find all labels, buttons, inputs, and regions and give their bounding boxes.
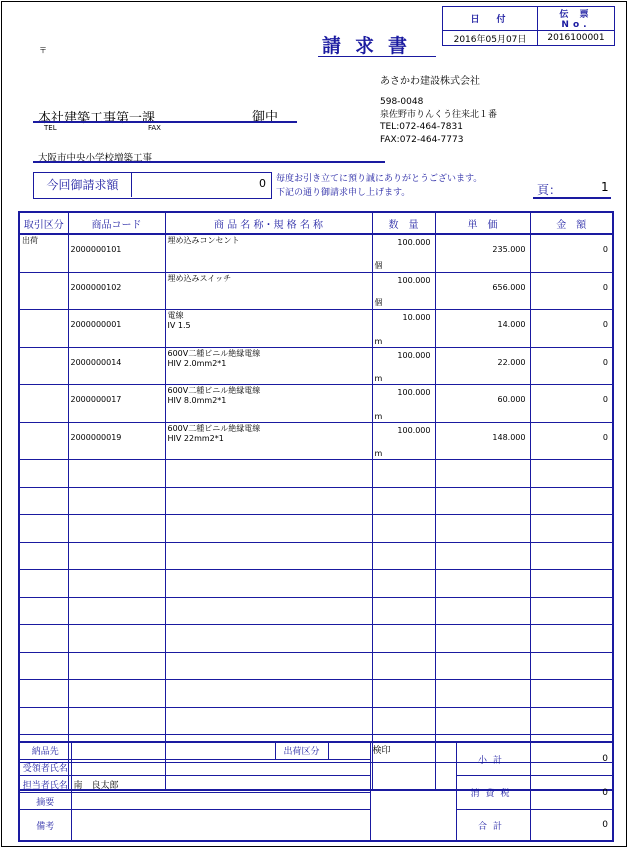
empty-cell <box>165 487 372 515</box>
empty-cell <box>19 570 68 598</box>
document-title: 請求書 <box>322 35 422 57</box>
staff-label: 担当者氏名 <box>19 776 71 793</box>
empty-cell <box>68 625 165 653</box>
empty-cell <box>530 570 613 598</box>
cell-price: 60.000 <box>435 385 530 423</box>
items-body <box>19 234 613 790</box>
cell-name <box>165 234 372 272</box>
date-slip-table <box>442 6 615 46</box>
empty-cell <box>165 680 372 708</box>
postal-mark: 〒 <box>39 46 47 55</box>
cell-name <box>165 422 372 460</box>
empty-cell <box>372 515 435 543</box>
cell-name <box>165 385 372 423</box>
receiver-value <box>71 759 370 775</box>
footer-table <box>18 741 614 842</box>
empty-cell <box>19 487 68 515</box>
cell-price: 656.000 <box>435 272 530 310</box>
empty-cell <box>530 597 613 625</box>
receiver-label: 受領者氏名 <box>19 759 71 775</box>
cell-qty-value: 100.000 <box>397 388 431 397</box>
empty-cell <box>530 460 613 488</box>
col-header-price: 単 価 <box>435 212 530 234</box>
cell-name <box>165 272 372 310</box>
empty-cell <box>19 460 68 488</box>
cell-unit: m <box>374 449 383 458</box>
empty-cell <box>19 515 68 543</box>
empty-cell <box>68 680 165 708</box>
empty-cell <box>68 652 165 680</box>
customer-underline <box>33 121 297 123</box>
stamp-cell <box>370 742 456 841</box>
empty-cell <box>165 460 372 488</box>
cell-name-line2: HIV 2.0mm2*1 <box>167 358 227 368</box>
remarks-label: 備考 <box>19 810 71 842</box>
cell-qty <box>372 422 435 460</box>
col-header-qty: 数 量 <box>372 212 435 234</box>
slip-value: 2016100001 <box>538 31 615 46</box>
table-row <box>19 347 613 385</box>
cell-price: 148.000 <box>435 422 530 460</box>
issuer-address-block <box>380 96 497 146</box>
empty-cell <box>68 515 165 543</box>
empty-cell <box>530 625 613 653</box>
empty-cell <box>435 652 530 680</box>
project-underline <box>33 161 385 163</box>
cell-qty <box>372 347 435 385</box>
cell-unit: m <box>374 374 383 383</box>
empty-cell <box>435 625 530 653</box>
issuer-company: あさかわ建設株式会社 <box>380 76 480 87</box>
empty-cell <box>530 680 613 708</box>
cell-name-line1: 600V二種ビニル絶縁電線 <box>167 386 261 395</box>
cell-code: 2000000001 <box>68 310 165 348</box>
cell-price: 22.000 <box>435 347 530 385</box>
empty-cell <box>372 487 435 515</box>
cell-qty-value: 100.000 <box>397 275 431 285</box>
empty-cell <box>435 707 530 735</box>
empty-cell <box>19 680 68 708</box>
table-row <box>19 385 613 423</box>
slip-label: 伝 票 No. <box>538 7 615 31</box>
empty-cell <box>530 652 613 680</box>
cell-price: 235.000 <box>435 234 530 272</box>
subtotal-value: 0 <box>530 742 613 776</box>
grand-total-label: 合計 <box>456 810 530 842</box>
empty-cell <box>19 597 68 625</box>
empty-cell <box>165 542 372 570</box>
cell-division <box>19 347 68 385</box>
cell-qty-value: 100.000 <box>397 238 431 247</box>
empty-cell <box>530 542 613 570</box>
col-header-name: 商 品 名 称・規 格 名 称 <box>165 212 372 234</box>
empty-cell <box>372 652 435 680</box>
cell-qty <box>372 385 435 423</box>
invoice-total-box <box>33 172 272 199</box>
greeting-line-1: 毎度お引き立てに預り誠にありがとうございます。 <box>276 174 483 184</box>
cell-price: 14.000 <box>435 310 530 348</box>
empty-cell <box>165 707 372 735</box>
empty-row <box>19 460 613 488</box>
empty-row <box>19 680 613 708</box>
cell-division <box>19 422 68 460</box>
empty-cell <box>372 570 435 598</box>
empty-cell <box>435 460 530 488</box>
empty-cell <box>372 625 435 653</box>
cell-name-line2: HIV 22mm2*1 <box>167 433 224 443</box>
empty-cell <box>435 515 530 543</box>
date-label: 日 付 <box>443 7 538 31</box>
table-row <box>19 272 613 310</box>
empty-cell <box>530 515 613 543</box>
empty-cell <box>19 707 68 735</box>
cell-amount: 0 <box>530 310 613 348</box>
issuer-tel: TEL:072-464-7831 <box>380 122 463 132</box>
customer-fax-label: FAX <box>148 124 161 132</box>
empty-cell <box>19 652 68 680</box>
empty-cell <box>372 460 435 488</box>
shipping-value <box>328 742 370 759</box>
empty-cell <box>165 652 372 680</box>
cell-unit: m <box>374 336 383 346</box>
empty-cell <box>372 597 435 625</box>
remarks-value <box>71 810 370 842</box>
table-row <box>19 422 613 460</box>
empty-cell <box>19 625 68 653</box>
tax-value: 0 <box>530 776 613 810</box>
empty-row <box>19 625 613 653</box>
empty-cell <box>165 597 372 625</box>
empty-cell <box>68 707 165 735</box>
invoice-total-label: 今回御請求額 <box>34 173 132 197</box>
empty-row <box>19 487 613 515</box>
empty-cell <box>68 542 165 570</box>
shipping-label: 出荷区分 <box>275 742 328 759</box>
empty-row <box>19 652 613 680</box>
cell-amount: 0 <box>530 234 613 272</box>
empty-row <box>19 515 613 543</box>
cell-amount: 0 <box>530 385 613 423</box>
cell-division <box>19 385 68 423</box>
cell-amount: 0 <box>530 422 613 460</box>
project-name: 大阪市中央小学校増築工事 <box>38 153 153 164</box>
greeting-line-2: 下記の通り御請求申し上げます。 <box>276 188 411 198</box>
cell-qty <box>372 310 435 348</box>
table-row <box>19 234 613 272</box>
empty-cell <box>68 487 165 515</box>
cell-name-line2: IV 1.5 <box>167 321 191 330</box>
cell-code: 2000000017 <box>68 385 165 423</box>
empty-cell <box>435 542 530 570</box>
empty-row <box>19 542 613 570</box>
empty-cell <box>68 460 165 488</box>
customer-name: 本社建築工事第一課 <box>38 111 156 126</box>
delivery-label: 納品先 <box>19 742 71 759</box>
cell-division <box>19 310 68 348</box>
issuer-postal: 598-0048 <box>380 97 424 107</box>
empty-cell <box>372 707 435 735</box>
cell-unit: 個 <box>374 298 383 307</box>
empty-row <box>19 570 613 598</box>
col-header-code: 商品コード <box>68 212 165 234</box>
cell-unit: 個 <box>374 260 383 270</box>
cell-name-line1: 埋め込みスイッチ <box>167 273 232 283</box>
empty-cell <box>372 680 435 708</box>
cell-code: 2000000101 <box>68 234 165 272</box>
cell-amount: 0 <box>530 272 613 310</box>
empty-cell <box>530 707 613 735</box>
page-label: 頁： <box>537 183 562 197</box>
empty-cell <box>435 680 530 708</box>
tax-label: 消費税 <box>456 776 530 810</box>
summary-value <box>71 793 370 810</box>
cell-name <box>165 310 372 348</box>
empty-cell <box>435 487 530 515</box>
cell-amount: 0 <box>530 347 613 385</box>
customer-honorific: 御中 <box>252 110 279 125</box>
cell-code: 2000000019 <box>68 422 165 460</box>
date-value: 2016年05月07日 <box>443 31 538 46</box>
empty-cell <box>165 570 372 598</box>
empty-cell <box>68 597 165 625</box>
cell-qty-value: 100.000 <box>397 425 431 435</box>
empty-row <box>19 707 613 735</box>
page-underline <box>533 197 611 199</box>
cell-qty-value: 100.000 <box>397 350 431 360</box>
cell-name <box>165 347 372 385</box>
cell-unit: m <box>374 411 383 421</box>
cell-name-line1: 埋め込みコンセント <box>167 236 240 245</box>
grand-total-value: 0 <box>530 810 613 842</box>
empty-cell <box>68 570 165 598</box>
customer-tel-label: TEL <box>44 124 57 132</box>
cell-name-line1: 電線 <box>167 311 184 320</box>
greeting-message <box>276 172 482 200</box>
col-header-amount: 金 額 <box>530 212 613 234</box>
staff-value: 南 良太郎 <box>71 776 370 793</box>
table-row <box>19 310 613 348</box>
cell-qty-value: 10.000 <box>402 313 431 322</box>
cell-name-line1: 600V二種ビニル絶縁電線 <box>167 423 261 433</box>
cell-name-line1: 600V二種ビニル絶縁電線 <box>167 348 261 358</box>
subtotal-label: 小計 <box>456 742 530 776</box>
issuer-address: 泉佐野市りんくう往来北１番 <box>380 109 498 120</box>
cell-division <box>19 272 68 310</box>
empty-cell <box>435 597 530 625</box>
summary-label: 摘要 <box>19 793 71 810</box>
items-table <box>18 211 614 791</box>
empty-cell <box>165 625 372 653</box>
page-value: 1 <box>601 180 609 194</box>
col-header-division: 取引区分 <box>19 212 68 234</box>
invoice-total-value: 0 <box>259 177 266 190</box>
empty-row <box>19 597 613 625</box>
empty-cell <box>19 542 68 570</box>
stamp-label: 検印 <box>372 746 391 756</box>
delivery-value <box>71 742 275 759</box>
empty-cell <box>530 487 613 515</box>
empty-cell <box>165 515 372 543</box>
cell-qty <box>372 234 435 272</box>
cell-division: 出荷 <box>19 234 68 272</box>
title-underline <box>318 56 436 57</box>
cell-name-line2: HIV 8.0mm2*1 <box>167 396 227 405</box>
empty-cell <box>372 542 435 570</box>
empty-cell <box>435 570 530 598</box>
cell-code: 2000000014 <box>68 347 165 385</box>
cell-qty <box>372 272 435 310</box>
cell-code: 2000000102 <box>68 272 165 310</box>
issuer-fax: FAX:072-464-7773 <box>380 134 464 145</box>
